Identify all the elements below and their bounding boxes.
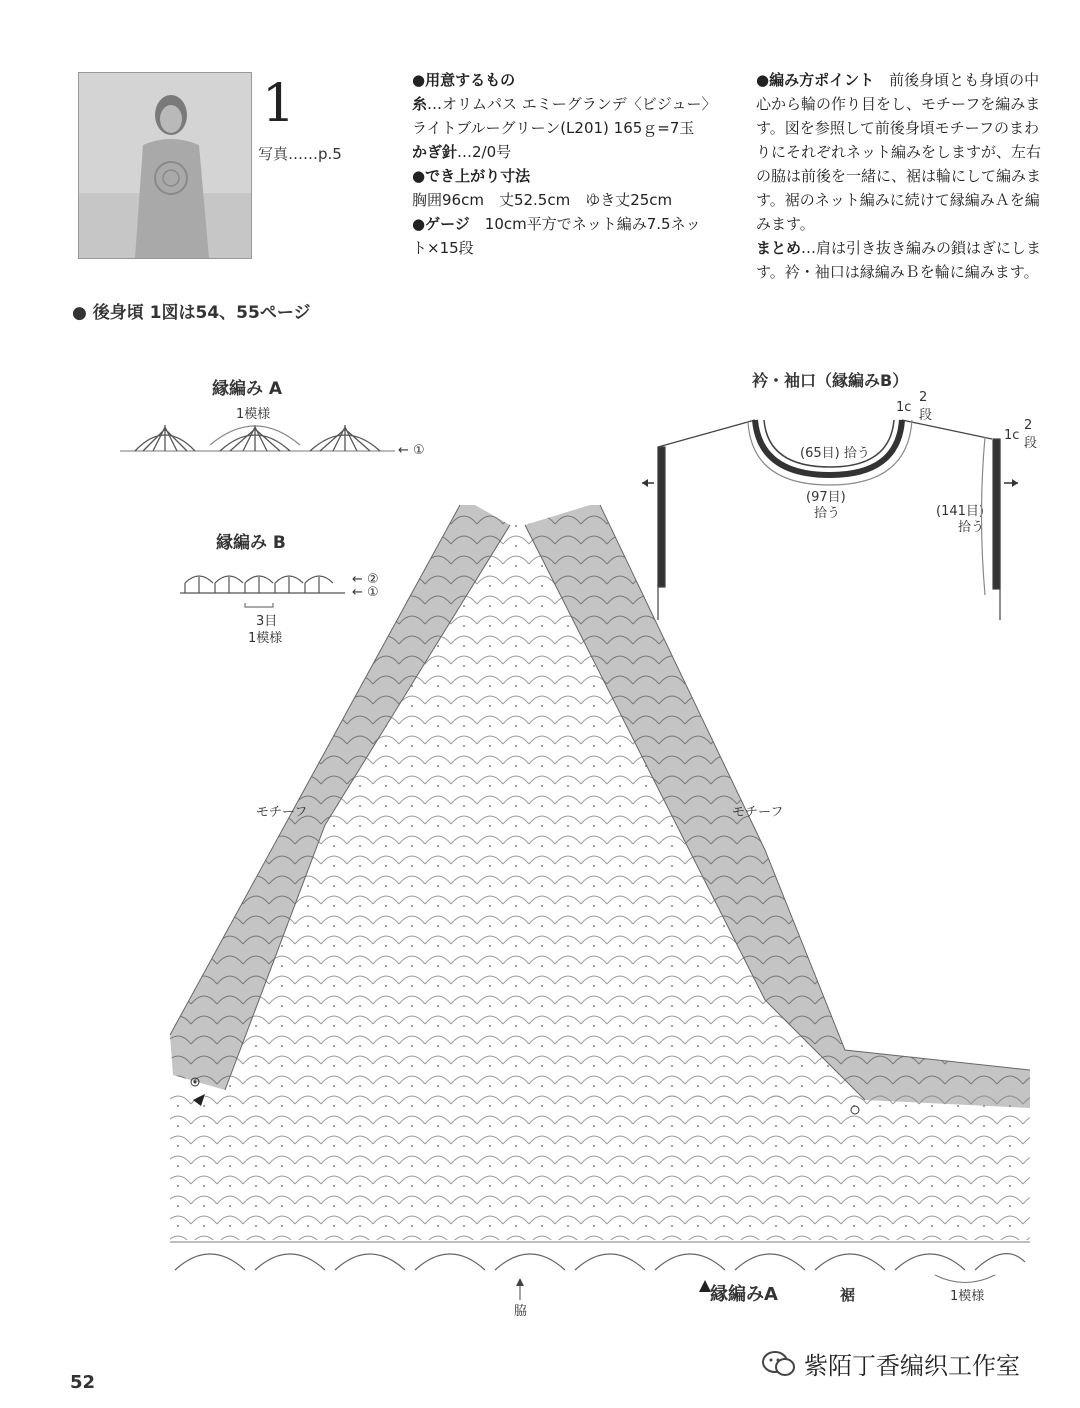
color-line: ライトブルーグリーン(L201) 165ｇ=7玉 <box>412 119 695 137</box>
edging-a-row-mark: ← ① <box>398 443 425 458</box>
gauge-line <box>412 212 722 236</box>
points-line-4: の脇は前後を一緒に、裾は輪にして編みま <box>756 167 1042 185</box>
edging-a-title: 縁編み A <box>212 379 283 399</box>
points-line-5: す。裾のネット編みに続けて縁編みＡを編 <box>756 191 1040 209</box>
edging-b-stitches: 3目 <box>256 614 278 629</box>
size-value: 胸囲96cm 丈52.5cm ゆき丈25cm <box>412 191 673 209</box>
edging-b-title: 縁編み B <box>216 533 286 553</box>
points-line-0: 前後身頃とも身頃の中 <box>874 71 1040 89</box>
hook-value: …2/0号 <box>457 143 512 161</box>
points-title: ●編み方ポイント <box>756 71 875 89</box>
collar-title: 衿・袖口（縁編みB） <box>752 371 909 390</box>
gauge-value-2: ト×15段 <box>412 239 474 257</box>
finish-title: まとめ <box>756 239 802 257</box>
sleeve-pick-count: (141目) <box>936 504 984 519</box>
hem-label: 裾 <box>840 1286 856 1304</box>
knitting-points-block <box>756 68 1056 284</box>
outer-pick-count: (97目) <box>806 490 846 505</box>
edging-a-repeat: 1模様 <box>236 407 271 422</box>
neck-rows-n: 2 <box>919 390 928 405</box>
edging-label: 縁編みA <box>710 1284 778 1305</box>
yarn-line <box>412 92 722 116</box>
points-line-3: りにそれぞれネット編みをしますが、左右 <box>756 143 1042 161</box>
sleeve-rows-c: 1c <box>1004 428 1020 443</box>
neck-rows-unit: 段 <box>919 408 933 423</box>
gauge-value-1: 10cm平方でネット編み7.5ネッ <box>469 215 701 233</box>
model-silhouette-icon <box>79 73 251 258</box>
neck-rows-c: 1c <box>896 400 912 415</box>
repeat-label: 1模様 <box>950 1289 985 1304</box>
photo-reference: 写真……p.5 <box>258 145 342 163</box>
pattern-number: 1 <box>262 74 296 134</box>
model-photo <box>78 72 252 259</box>
back-body-diagram <box>165 490 1035 1310</box>
points-line-2: す。図を参照して前後身頃モチーフのまわ <box>756 119 1040 137</box>
page-number: 52 <box>70 1372 96 1393</box>
motif-label-left: モチーフ <box>256 805 308 820</box>
points-line-1: 心から輪の作り目をし、モチーフを編みま <box>756 95 1041 113</box>
inner-pick: (65目) 拾う <box>800 446 870 461</box>
side-label: 脇 <box>514 1304 528 1319</box>
yarn-value: …オリムパス エミーグランデ〈ビジュー〉 <box>427 95 717 113</box>
sleeve-pick-verb: 拾う <box>958 520 985 535</box>
yarn-label: 糸 <box>412 95 428 113</box>
wechat-icon <box>762 1350 796 1378</box>
watermark-text: 紫陌丁香编织工作室 <box>804 1352 1020 1380</box>
gauge-title: ●ゲージ <box>412 215 470 233</box>
sleeve-rows-n: 2 <box>1024 418 1033 433</box>
materials-title: ●用意するもの <box>412 71 516 89</box>
materials-block <box>412 68 722 260</box>
outer-pick-verb: 拾う <box>814 506 841 521</box>
points-line-6: みます。 <box>756 215 815 233</box>
hook-label: かぎ針 <box>412 143 458 161</box>
edging-b-row1: ← ① <box>352 585 379 600</box>
edging-b-repeat: 1模様 <box>248 631 283 646</box>
finish-line-1: す。衿・袖口は縁編みＢを輪に編みます。 <box>756 263 1039 281</box>
finish-line-0 <box>756 236 1056 260</box>
section-title: ● 後身頃 1図は54、55ページ <box>72 303 311 323</box>
edging-b-row2: ← ② <box>352 572 379 587</box>
watermark <box>762 1346 1020 1381</box>
finish-text-0: …肩は引き抜き編みの鎖はぎにしま <box>801 239 1042 257</box>
motif-label-right: モチーフ <box>732 805 784 820</box>
points-first-line <box>756 68 1056 92</box>
edging-a-chart <box>115 415 400 465</box>
hook-line <box>412 140 722 164</box>
sleeve-rows-unit: 段 <box>1024 436 1038 451</box>
size-title: ●でき上がり寸法 <box>412 167 531 185</box>
